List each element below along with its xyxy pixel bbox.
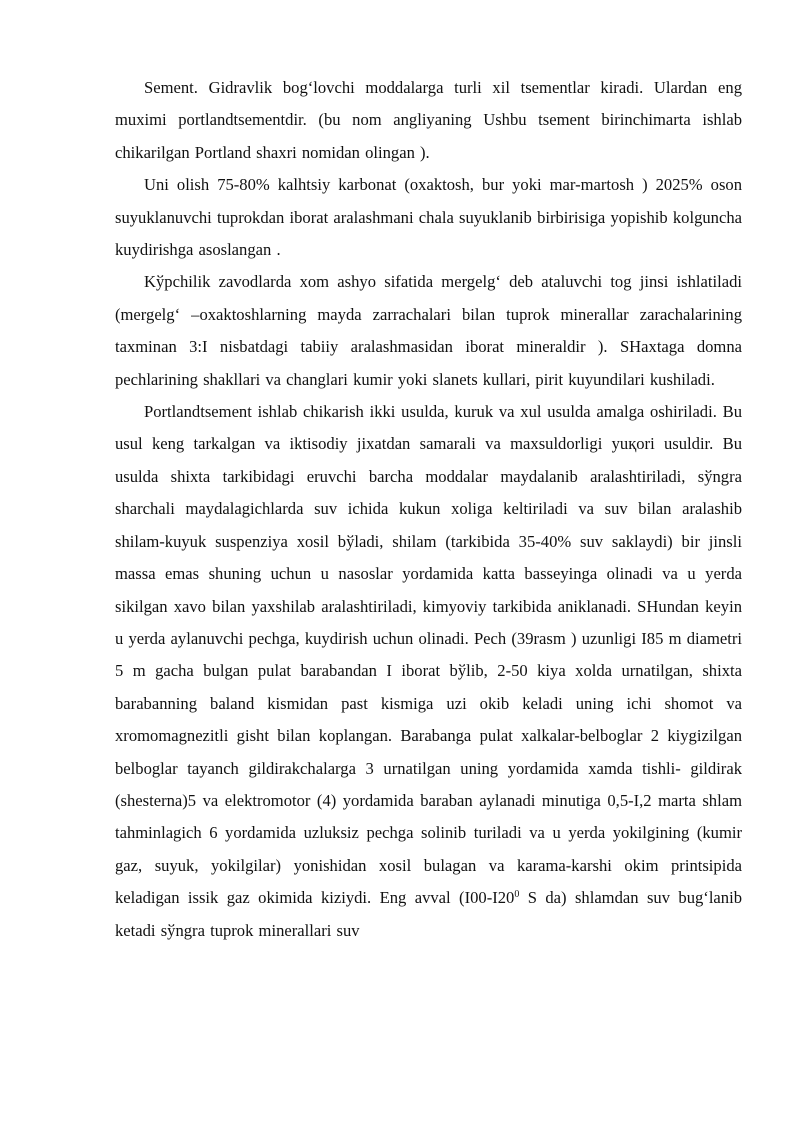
paragraph-sement-intro: Sement. Gidravlik bog‘lovchi moddalarga turli xil tsementlar kiradi. Ulardan eng muximi portlandtsementdir. (bu nom angliyaning Ushbu tsement birinchimarta ishlab chikarilgan Portland shaxri nomidan olingan ). bbox=[115, 78, 742, 162]
paragraph-production-methods bbox=[115, 396, 742, 947]
temperature-line-start: (I00-I20 bbox=[459, 888, 515, 908]
temperature-line-end: S da) shlamdan suv bug‘lanib ketadi sўngra tuprok minerallari suv bbox=[115, 888, 742, 940]
document-body bbox=[115, 72, 742, 947]
paragraph-production-basis: Uni olish 75-80% kalhtsiy karbonat (oxaktosh, bur yoki mar-martosh ) 2025% oson suyuklanuvchi tuprokdan iborat aralashmani chala suyuklanib birbirisiga yopishib kolguncha kuydirishga asoslangan . bbox=[115, 175, 742, 260]
paragraph-production-methods-text: Portlandtsement ishlab chikarish ikki usulda, kuruk va xul usulda amalga oshiriladi. Bu usul keng tarkalgan va iktisodiy jixatdan samarali va maxsuldorligi yuқori usuldir. Bu usulda shixta tarkibidagi eruvchi barcha moddalar maydalanib aralashtiriladi, sўngra sharchali maydalagichlarda suv ichida kukun xoliga keltiriladi va suv bilan aralashib shilam-kuyuk suspenziya xosil bўladi, shilam (tarkibida 35-40% suv saklaydi) bir jinsli massa emas shuning uchun u nasoslar yordamida katta basseyinga olinadi va u yerda sikilgan xavo bilan yaxshilab aralashtiriladi, kimyoviy tarkibida aniklanadi. SHundan keyin u yerda aylanuvchi pechga, kuydirish uchun olinadi. Pech (39rasm ) uzunligi I85 m diametri 5 m gacha bulgan pulat barabandan I iborat bўlib, 2-50 kiya xolda urnatilgan, shixta barabanning baland kismidan past kismiga uzi okib keladi uning ichi shomot va xromomagnezitli gisht bilan koplangan. Barabanga pulat xalkalar-belboglar 2 kiygizilgan belboglar tayanch gildirakchalarga 3 urnatilgan uning yordamida xamda tishli- gildirak (shesterna)5 va elektromotor (4) yordamida baraban aylanadi minutiga 0,5-I,2 marta shlam tahminlagich 6 yordamida uzluksiz pechga solinib turiladi va u yerda yokilgining (kumir gaz, suyuk, yokilgilar) yonishidan xosil bulagan va karama-karshi okim printsipida keladigan issik gaz okimida kiziydi. Eng avval bbox=[115, 402, 742, 908]
degree-superscript: 0 bbox=[514, 889, 520, 901]
paragraph-raw-materials: Kўpchilik zavodlarda xom ashyo sifatida mergelg‘ deb ataluvchi tog jinsi ishlatiladi (mergelg‘ –oxaktoshlarning mayda zarrachalari bilan tuprok minerallar zarachalarining taxminan 3:I nisbatdagi tabiiy aralashmasidan iborat mineraldir ). SHaxtaga domna pechlarining shakllari va changlari kumir yoki slanets kullari, pirit kuyundilari kushiladi. bbox=[115, 272, 742, 389]
